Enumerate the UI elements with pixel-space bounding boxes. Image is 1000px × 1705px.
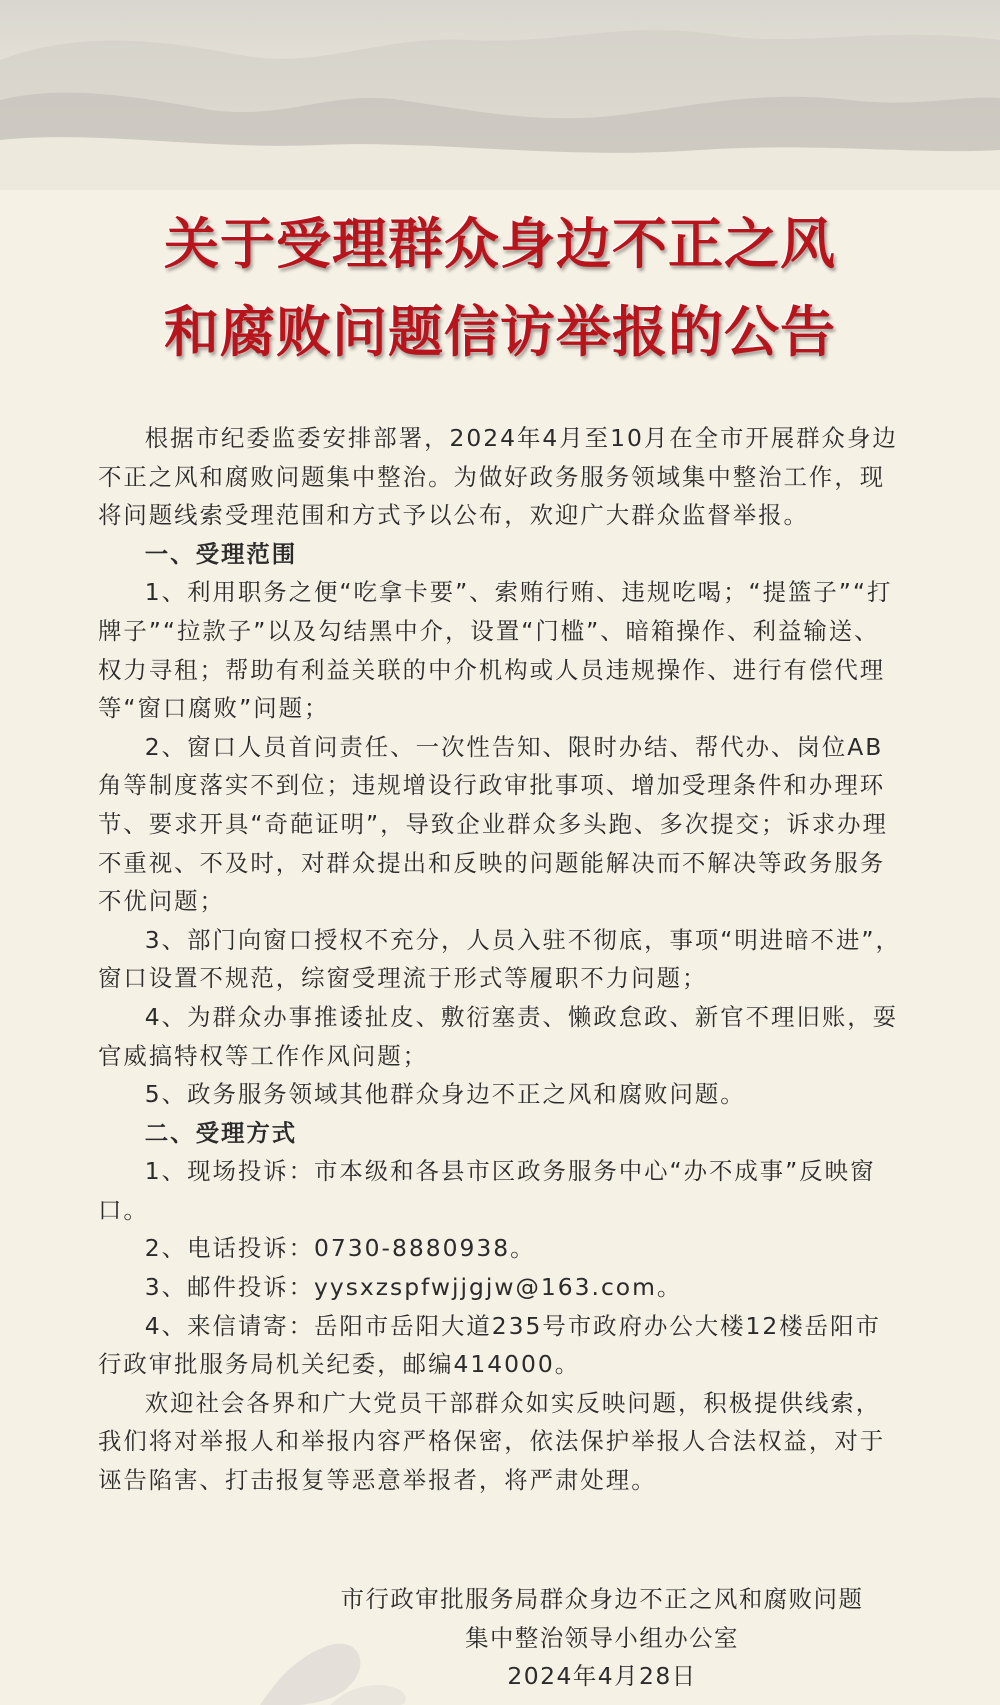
scope-item: 1、利用职务之便“吃拿卡要”、索贿行贿、违规吃喝；“提篮子”“打牌子”“拉款子”以及勾结黑中介，设置“门槛”、暗箱操作、利益输送、权力寻租；帮助有利益关联的中介机构或人员违规操作、进行有偿代理等“窗口腐败”问题； (98, 578, 893, 723)
signature-date: 2024年4月28日 (507, 1662, 697, 1691)
closing-paragraph: 欢迎社会各界和广大党员干部群众如实反映问题，积极提供线索，我们将对举报人和举报内容严格保密，依法保护举报人合法权益，对于诬告陷害、打击报复等恶意举报者，将严肃处理。 (98, 1388, 886, 1495)
title-line-1: 关于受理群众身边不正之风 (163, 212, 836, 276)
methods-heading: 二、受理方式 (144, 1118, 298, 1147)
method-item-mail: 4、来信请寄：岳阳市岳阳大道235号市政府办公大楼12楼岳阳市行政审批服务局机关纪委，邮编414000。 (98, 1311, 881, 1379)
announcement-title (0, 200, 1000, 376)
ink-mountain-background (0, 0, 1000, 190)
scope-item: 2、窗口人员首问责任、一次性告知、限时办结、帮代办、岗位AB角等制度落实不到位；违规增设行政审批事项、增加受理条件和办理环节、要求开具“奇葩证明”，导致企业群众多头跑、多次提交；诉求办理不重视、不及时，对群众提出和反映的问题能解决而不解决等政务服务不优问题； (98, 732, 888, 916)
method-item: 1、现场投诉：市本级和各县市区政务服务中心“办不成事”反映窗口。 (98, 1157, 876, 1224)
scope-item: 5、政务服务领域其他群众身边不正之风和腐败问题。 (144, 1080, 746, 1109)
intro-paragraph: 根据市纪委监委安排部署，2024年4月至10月在全市开展群众身边不正之风和腐败问题集中整治。为做好政务服务领域集中整治工作，现将问题线索受理范围和方式予以公布，欢迎广大群众监督举报。 (98, 424, 898, 530)
signature-block (300, 1580, 904, 1696)
method-item-phone: 2、电话投诉：0730-8880938。 (144, 1234, 536, 1263)
title-line-2: 和腐败问题信访举报的公告 (163, 300, 836, 364)
signature-org-line-2: 集中整治领导小组办公室 (465, 1623, 739, 1652)
signature-org-line-1: 市行政审批服务局群众身边不正之风和腐败问题 (340, 1585, 864, 1613)
scope-heading: 一、受理范围 (144, 539, 298, 568)
method-item-email: 3、邮件投诉：yysxzspfwjjgjw@163.com。 (144, 1273, 683, 1302)
announcement-body (98, 419, 904, 1500)
scope-item: 4、为群众办事推诿扯皮、敷衍塞责、懒政怠政、新官不理旧账，耍官威搞特权等工作作风问题； (98, 1002, 899, 1070)
scope-item: 3、部门向窗口授权不充分，人员入驻不彻底，事项“明进暗不进”，窗口设置不规范，综窗受理流于形式等履职不力问题； (98, 925, 901, 993)
